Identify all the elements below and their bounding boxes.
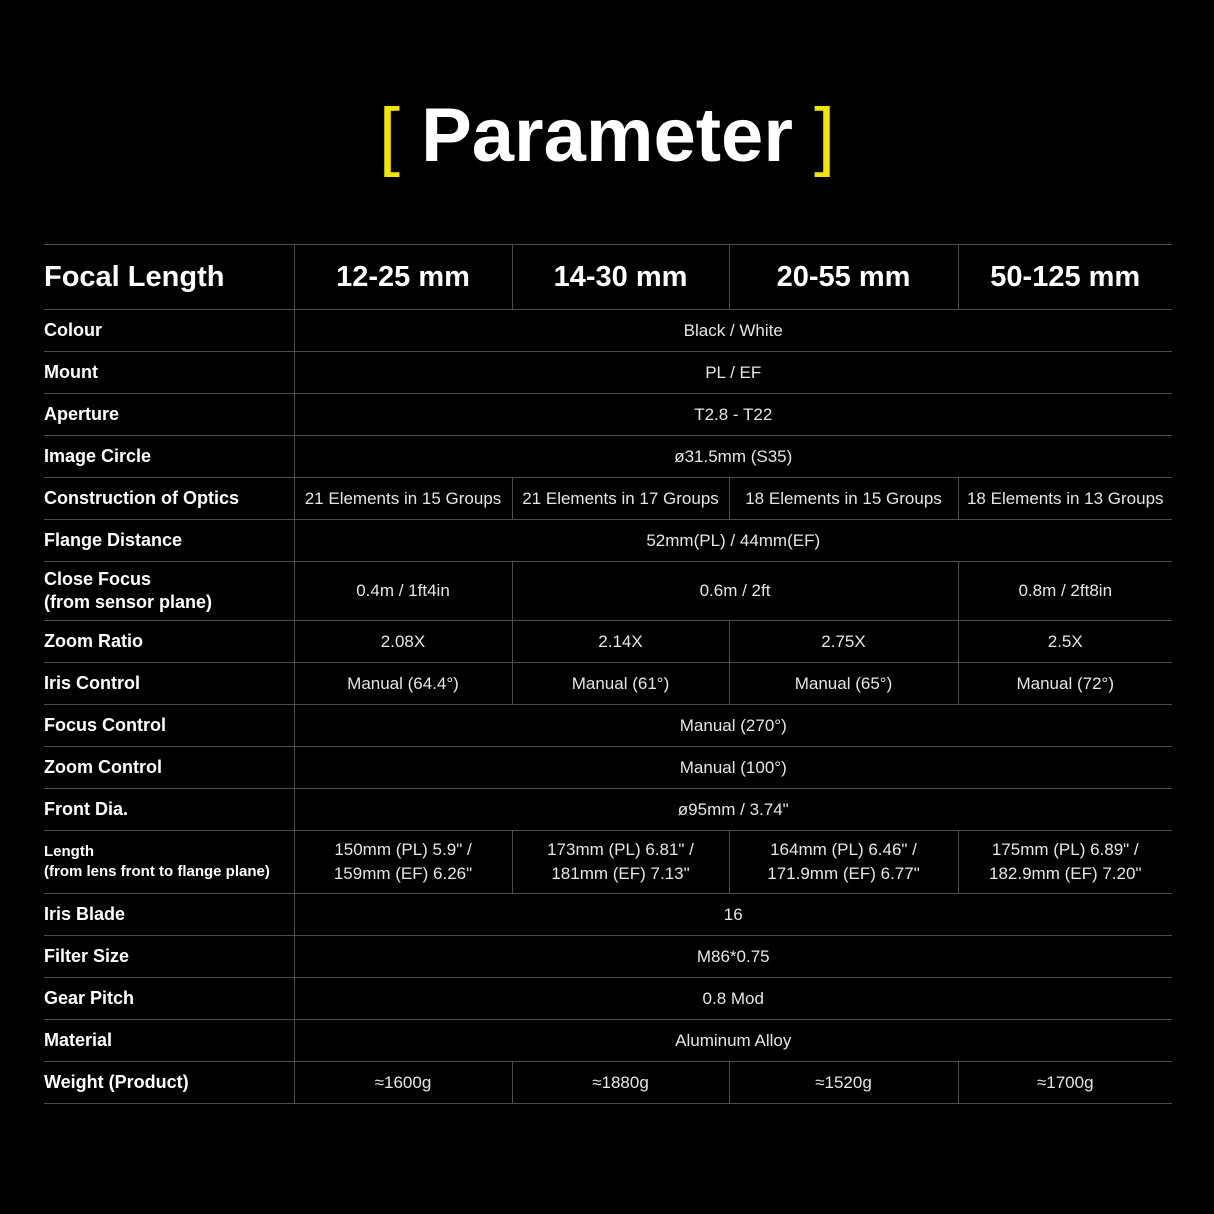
- row-filter-size: [44, 936, 1172, 978]
- cell-value: Manual (65°): [729, 663, 958, 705]
- cell-value: [294, 831, 512, 894]
- row-value: Manual (270°): [294, 705, 1172, 747]
- title-close-bracket: ]: [814, 93, 836, 178]
- row-value: 16: [294, 894, 1172, 936]
- row-label: Focus Control: [44, 705, 294, 747]
- row-label: [44, 562, 294, 621]
- row-label: [44, 831, 294, 894]
- cell-value: 18 Elements in 15 Groups: [729, 478, 958, 520]
- row-label-line1: Length: [44, 843, 94, 860]
- row-front-dia: [44, 789, 1172, 831]
- row-label: Image Circle: [44, 436, 294, 478]
- row-flange-distance: [44, 520, 1172, 562]
- column-header-50-125: 50-125 mm: [958, 245, 1172, 310]
- row-value: 52mm(PL) / 44mm(EF): [294, 520, 1172, 562]
- row-value: Black / White: [294, 310, 1172, 352]
- table-header-row: [44, 245, 1172, 310]
- parameter-table: [44, 244, 1172, 1104]
- cell-value: 0.4m / 1ft4in: [294, 562, 512, 621]
- cell-value: [958, 831, 1172, 894]
- cell-value-line2: 159mm (EF) 6.26": [333, 864, 473, 883]
- cell-value: 2.14X: [512, 621, 729, 663]
- cell-value: ≈1520g: [729, 1062, 958, 1104]
- cell-value: [512, 831, 729, 894]
- cell-value: ≈1880g: [512, 1062, 729, 1104]
- row-value: M86*0.75: [294, 936, 1172, 978]
- cell-value: 21 Elements in 17 Groups: [512, 478, 729, 520]
- row-label: Mount: [44, 352, 294, 394]
- cell-value: Manual (72°): [958, 663, 1172, 705]
- row-zoom-control: [44, 747, 1172, 789]
- row-label: Flange Distance: [44, 520, 294, 562]
- row-label-line2: (from sensor plane): [44, 592, 213, 612]
- column-header-20-55: 20-55 mm: [729, 245, 958, 310]
- row-label: Front Dia.: [44, 789, 294, 831]
- cell-value-line1: 150mm (PL) 5.9" /: [334, 840, 472, 859]
- cell-value: 2.08X: [294, 621, 512, 663]
- cell-value-line2: 171.9mm (EF) 6.77": [767, 864, 920, 883]
- row-label-line2: (from lens front to flange plane): [44, 863, 270, 880]
- row-aperture: [44, 394, 1172, 436]
- row-label: Construction of Optics: [44, 478, 294, 520]
- row-focus-control: [44, 705, 1172, 747]
- row-mount: [44, 352, 1172, 394]
- focal-length-label: Focal Length: [44, 245, 294, 310]
- cell-value: 2.5X: [958, 621, 1172, 663]
- cell-value: ≈1700g: [958, 1062, 1172, 1104]
- cell-value-line2: 181mm (EF) 7.13": [551, 864, 690, 883]
- cell-value-line1: 164mm (PL) 6.46" /: [770, 840, 917, 859]
- row-value: Aluminum Alloy: [294, 1020, 1172, 1062]
- column-header-14-30: 14-30 mm: [512, 245, 729, 310]
- cell-value: 2.75X: [729, 621, 958, 663]
- row-value: ø95mm / 3.74": [294, 789, 1172, 831]
- row-construction-of-optics: [44, 478, 1172, 520]
- row-iris-control: [44, 663, 1172, 705]
- row-label: Colour: [44, 310, 294, 352]
- row-label: Iris Blade: [44, 894, 294, 936]
- row-label: Iris Control: [44, 663, 294, 705]
- row-iris-blade: [44, 894, 1172, 936]
- row-label-line1: Close Focus: [44, 569, 152, 589]
- cell-value: [729, 831, 958, 894]
- page-title: [0, 88, 1214, 184]
- row-close-focus: [44, 562, 1172, 621]
- row-value: Manual (100°): [294, 747, 1172, 789]
- cell-value: 18 Elements in 13 Groups: [958, 478, 1172, 520]
- row-value: PL / EF: [294, 352, 1172, 394]
- row-label: Filter Size: [44, 936, 294, 978]
- cell-value: Manual (61°): [512, 663, 729, 705]
- row-label: Material: [44, 1020, 294, 1062]
- row-label: Zoom Control: [44, 747, 294, 789]
- cell-value-line2: 182.9mm (EF) 7.20": [989, 864, 1142, 883]
- cell-value: 0.8m / 2ft8in: [958, 562, 1172, 621]
- row-value: 0.8 Mod: [294, 978, 1172, 1020]
- row-label: Aperture: [44, 394, 294, 436]
- row-label: Weight (Product): [44, 1062, 294, 1104]
- column-header-12-25: 12-25 mm: [294, 245, 512, 310]
- row-image-circle: [44, 436, 1172, 478]
- row-label: Zoom Ratio: [44, 621, 294, 663]
- row-gear-pitch: [44, 978, 1172, 1020]
- cell-value: Manual (64.4°): [294, 663, 512, 705]
- title-open-bracket: [: [378, 93, 400, 178]
- cell-value-line1: 175mm (PL) 6.89" /: [991, 840, 1139, 859]
- row-length: [44, 831, 1172, 894]
- row-value: T2.8 - T22: [294, 394, 1172, 436]
- cell-value: 0.6m / 2ft: [512, 562, 958, 621]
- row-material: [44, 1020, 1172, 1062]
- cell-value: 21 Elements in 15 Groups: [294, 478, 512, 520]
- row-colour: [44, 310, 1172, 352]
- row-label: Gear Pitch: [44, 978, 294, 1020]
- title-text: Parameter: [421, 93, 793, 178]
- cell-value: ≈1600g: [294, 1062, 512, 1104]
- row-value: ø31.5mm (S35): [294, 436, 1172, 478]
- row-weight: [44, 1062, 1172, 1104]
- cell-value-line1: 173mm (PL) 6.81" /: [547, 840, 694, 859]
- row-zoom-ratio: [44, 621, 1172, 663]
